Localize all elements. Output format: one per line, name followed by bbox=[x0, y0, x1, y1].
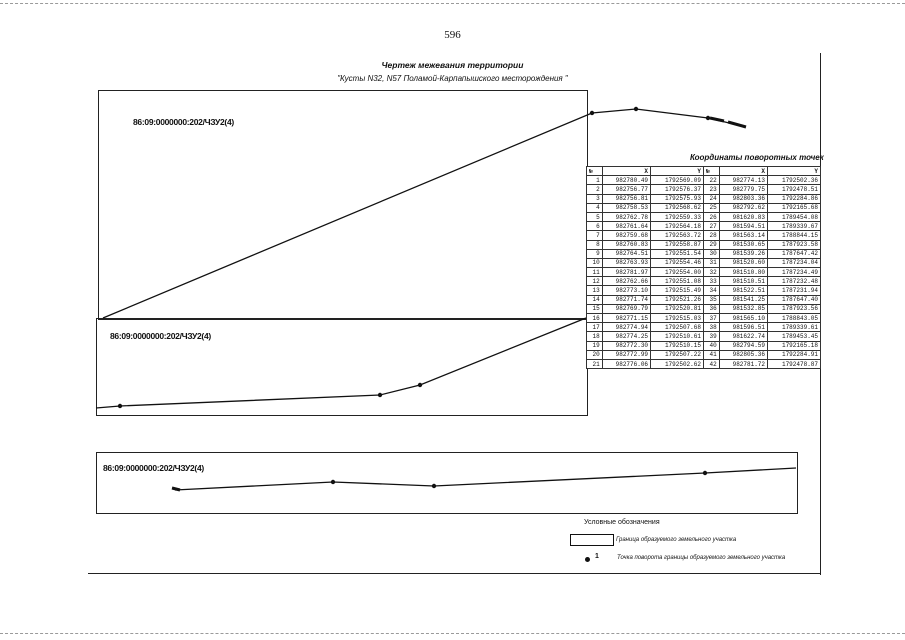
boundary-point bbox=[432, 484, 436, 488]
cell-point-num: 12 bbox=[587, 277, 603, 286]
cell-y: 1789339.67 bbox=[768, 222, 821, 231]
boundary-point bbox=[706, 116, 710, 120]
cell-x: 981539.26 bbox=[719, 249, 767, 258]
cell-point-num: 5 bbox=[587, 212, 603, 221]
legend-boundary-text: Граница образуемого земельного участка bbox=[616, 537, 737, 543]
cell-point-num: 37 bbox=[703, 314, 719, 323]
col-header-num: № bbox=[703, 167, 719, 176]
cell-x: 981622.74 bbox=[719, 332, 767, 341]
table-row bbox=[587, 268, 821, 277]
boundary-start-cluster bbox=[172, 488, 180, 490]
boundary-point bbox=[118, 404, 122, 408]
cell-point-num: 30 bbox=[703, 249, 719, 258]
legend-point-number: 1 bbox=[595, 553, 599, 560]
cell-x: 981510.80 bbox=[719, 268, 767, 277]
table-row bbox=[587, 350, 821, 359]
cell-point-num: 41 bbox=[703, 350, 719, 359]
cell-y: 1787231.94 bbox=[768, 286, 821, 295]
cell-y: 1787647.40 bbox=[768, 295, 821, 304]
cell-point-num: 4 bbox=[587, 203, 603, 212]
cell-y: 1787234.04 bbox=[768, 258, 821, 267]
cell-y: 1792576.37 bbox=[651, 185, 704, 194]
cell-y: 1788844.15 bbox=[768, 231, 821, 240]
legend-title: Условные обозначения bbox=[584, 519, 660, 526]
cell-y: 1792551.54 bbox=[651, 249, 704, 258]
cell-point-num: 8 bbox=[587, 240, 603, 249]
cell-x: 982764.51 bbox=[602, 249, 650, 258]
boundary-point bbox=[331, 480, 335, 484]
cell-point-num: 24 bbox=[703, 194, 719, 203]
cell-y: 1787232.48 bbox=[768, 277, 821, 286]
legend-point-text: Точка поворота границы образуемого земельного участка bbox=[617, 555, 786, 561]
col-header-y: Y bbox=[651, 167, 704, 176]
drawing-title: Чертеж межевания территории bbox=[381, 60, 524, 70]
cell-x: 982773.10 bbox=[602, 286, 650, 295]
cell-x: 982779.75 bbox=[719, 185, 767, 194]
coords-table-title: Координаты поворотных точек bbox=[690, 153, 824, 162]
cell-y: 1792520.81 bbox=[651, 304, 704, 313]
cell-x: 982774.94 bbox=[602, 323, 650, 332]
boundary-point bbox=[703, 471, 707, 475]
cell-y: 1792563.72 bbox=[651, 231, 704, 240]
cell-point-num: 19 bbox=[587, 341, 603, 350]
cell-y: 1787923.58 bbox=[768, 240, 821, 249]
cell-point-num: 27 bbox=[703, 222, 719, 231]
table-row bbox=[587, 277, 821, 286]
table-row bbox=[587, 304, 821, 313]
cell-point-num: 3 bbox=[587, 194, 603, 203]
cell-point-num: 13 bbox=[587, 286, 603, 295]
cell-x: 982794.59 bbox=[719, 341, 767, 350]
cell-y: 1792507.68 bbox=[651, 323, 704, 332]
cell-y: 1792551.08 bbox=[651, 277, 704, 286]
cell-point-num: 14 bbox=[587, 295, 603, 304]
cell-x: 981530.65 bbox=[719, 240, 767, 249]
cell-point-num: 28 bbox=[703, 231, 719, 240]
cell-point-num: 23 bbox=[703, 185, 719, 194]
cell-y: 1792554.46 bbox=[651, 258, 704, 267]
cell-x: 981510.51 bbox=[719, 277, 767, 286]
table-row bbox=[587, 359, 821, 368]
cell-point-num: 35 bbox=[703, 295, 719, 304]
parcel-label-1: 86:09:0000000:202/ЧЗУ2(4) bbox=[133, 117, 234, 127]
coords-table bbox=[586, 166, 821, 369]
cell-y: 1792502.36 bbox=[768, 176, 821, 185]
parcel-label-2: 86:09:0000000:202/ЧЗУ2(4) bbox=[110, 331, 211, 341]
cell-x: 982756.81 bbox=[602, 194, 650, 203]
table-row bbox=[587, 203, 821, 212]
cell-x: 981563.14 bbox=[719, 231, 767, 240]
cell-x: 982774.25 bbox=[602, 332, 650, 341]
cell-x: 981532.85 bbox=[719, 304, 767, 313]
cell-x: 982759.68 bbox=[602, 231, 650, 240]
cell-point-num: 31 bbox=[703, 258, 719, 267]
cell-x: 981541.25 bbox=[719, 295, 767, 304]
cell-y: 1792521.26 bbox=[651, 295, 704, 304]
table-row bbox=[587, 194, 821, 203]
table-row bbox=[587, 323, 821, 332]
page-number: 596 bbox=[444, 29, 461, 41]
col-header-x: X bbox=[602, 167, 650, 176]
cell-point-num: 9 bbox=[587, 249, 603, 258]
table-row bbox=[587, 314, 821, 323]
parcel-label-3: 86:09:0000000:202/ЧЗУ2(4) bbox=[103, 463, 204, 473]
cell-x: 982792.62 bbox=[719, 203, 767, 212]
cell-point-num: 33 bbox=[703, 277, 719, 286]
cell-x: 981594.51 bbox=[719, 222, 767, 231]
cell-y: 1792575.93 bbox=[651, 194, 704, 203]
coords-table-body bbox=[587, 176, 821, 369]
cell-x: 981565.10 bbox=[719, 314, 767, 323]
cell-point-num: 17 bbox=[587, 323, 603, 332]
table-row bbox=[587, 240, 821, 249]
table-row bbox=[587, 212, 821, 221]
cell-y: 1787234.49 bbox=[768, 268, 821, 277]
col-header-x: X bbox=[719, 167, 767, 176]
cell-x: 981520.60 bbox=[719, 258, 767, 267]
cell-x: 982756.77 bbox=[602, 185, 650, 194]
cell-point-num: 29 bbox=[703, 240, 719, 249]
cell-x: 981620.83 bbox=[719, 212, 767, 221]
cell-x: 982762.66 bbox=[602, 277, 650, 286]
table-row bbox=[587, 176, 821, 185]
cell-point-num: 32 bbox=[703, 268, 719, 277]
cell-point-num: 10 bbox=[587, 258, 603, 267]
cell-y: 1792478.51 bbox=[768, 185, 821, 194]
cell-y: 1792554.00 bbox=[651, 268, 704, 277]
cell-y: 1792559.33 bbox=[651, 212, 704, 221]
cell-y: 1792502.62 bbox=[651, 359, 704, 368]
cell-x: 982781.72 bbox=[719, 359, 767, 368]
cell-y: 1792510.61 bbox=[651, 332, 704, 341]
cell-y: 1788843.05 bbox=[768, 314, 821, 323]
table-row bbox=[587, 295, 821, 304]
cell-x: 982780.49 bbox=[602, 176, 650, 185]
cell-point-num: 26 bbox=[703, 212, 719, 221]
cell-x: 982772.30 bbox=[602, 341, 650, 350]
cell-point-num: 38 bbox=[703, 323, 719, 332]
cell-y: 1792284.91 bbox=[768, 350, 821, 359]
cell-point-num: 7 bbox=[587, 231, 603, 240]
cell-point-num: 6 bbox=[587, 222, 603, 231]
cell-y: 1787647.42 bbox=[768, 249, 821, 258]
cell-y: 1792564.18 bbox=[651, 222, 704, 231]
cell-x: 982761.64 bbox=[602, 222, 650, 231]
cell-point-num: 1 bbox=[587, 176, 603, 185]
cell-point-num: 15 bbox=[587, 304, 603, 313]
cell-point-num: 25 bbox=[703, 203, 719, 212]
cell-x: 982762.78 bbox=[602, 212, 650, 221]
cell-x: 981522.51 bbox=[719, 286, 767, 295]
cell-point-num: 40 bbox=[703, 341, 719, 350]
table-row bbox=[587, 185, 821, 194]
boundary-point bbox=[378, 393, 382, 397]
cell-y: 1792510.15 bbox=[651, 341, 704, 350]
table-row bbox=[587, 332, 821, 341]
coords-header-row bbox=[587, 167, 821, 176]
table-row bbox=[587, 341, 821, 350]
boundary-point bbox=[590, 111, 594, 115]
cell-x: 982774.13 bbox=[719, 176, 767, 185]
cell-x: 982805.36 bbox=[719, 350, 767, 359]
cell-y: 1789454.08 bbox=[768, 212, 821, 221]
cell-y: 1789453.45 bbox=[768, 332, 821, 341]
cell-x: 982776.06 bbox=[602, 359, 650, 368]
cell-y: 1792515.03 bbox=[651, 314, 704, 323]
cell-y: 1792165.18 bbox=[768, 341, 821, 350]
table-row bbox=[587, 222, 821, 231]
cell-y: 1792515.49 bbox=[651, 286, 704, 295]
cell-point-num: 16 bbox=[587, 314, 603, 323]
cell-x: 982758.53 bbox=[602, 203, 650, 212]
cell-point-num: 42 bbox=[703, 359, 719, 368]
cell-y: 1792165.68 bbox=[768, 203, 821, 212]
cell-x: 982781.97 bbox=[602, 268, 650, 277]
boundary-point bbox=[418, 383, 422, 387]
cell-x: 982760.83 bbox=[602, 240, 650, 249]
boundary-end-cluster bbox=[710, 118, 746, 127]
cell-point-num: 39 bbox=[703, 332, 719, 341]
cell-x: 981596.51 bbox=[719, 323, 767, 332]
cell-y: 1787923.56 bbox=[768, 304, 821, 313]
cell-y: 1789339.61 bbox=[768, 323, 821, 332]
drawing-subtitle: "Кусты N32, N57 Поламой-Карпапышского месторождения " bbox=[337, 74, 568, 83]
cell-point-num: 36 bbox=[703, 304, 719, 313]
table-row bbox=[587, 286, 821, 295]
col-header-num: № bbox=[587, 167, 603, 176]
cell-x: 982772.99 bbox=[602, 350, 650, 359]
cell-x: 982769.79 bbox=[602, 304, 650, 313]
cell-y: 1792569.09 bbox=[651, 176, 704, 185]
cell-x: 982771.15 bbox=[602, 314, 650, 323]
cell-point-num: 11 bbox=[587, 268, 603, 277]
boundary-point bbox=[634, 107, 638, 111]
cell-y: 1792507.22 bbox=[651, 350, 704, 359]
table-row bbox=[587, 258, 821, 267]
cell-point-num: 2 bbox=[587, 185, 603, 194]
cell-point-num: 34 bbox=[703, 286, 719, 295]
cell-point-num: 18 bbox=[587, 332, 603, 341]
legend-boundary-swatch bbox=[570, 534, 614, 546]
col-header-y: Y bbox=[768, 167, 821, 176]
cell-y: 1792284.86 bbox=[768, 194, 821, 203]
legend-point-symbol bbox=[585, 557, 590, 562]
cell-point-num: 20 bbox=[587, 350, 603, 359]
cell-x: 982763.93 bbox=[602, 258, 650, 267]
cell-point-num: 22 bbox=[703, 176, 719, 185]
cell-y: 1792478.87 bbox=[768, 359, 821, 368]
table-row bbox=[587, 249, 821, 258]
cell-y: 1792558.87 bbox=[651, 240, 704, 249]
cell-x: 982803.36 bbox=[719, 194, 767, 203]
boundary-line-3 bbox=[175, 468, 796, 490]
cell-y: 1792568.62 bbox=[651, 203, 704, 212]
cell-x: 982771.74 bbox=[602, 295, 650, 304]
table-row bbox=[587, 231, 821, 240]
cell-point-num: 21 bbox=[587, 359, 603, 368]
